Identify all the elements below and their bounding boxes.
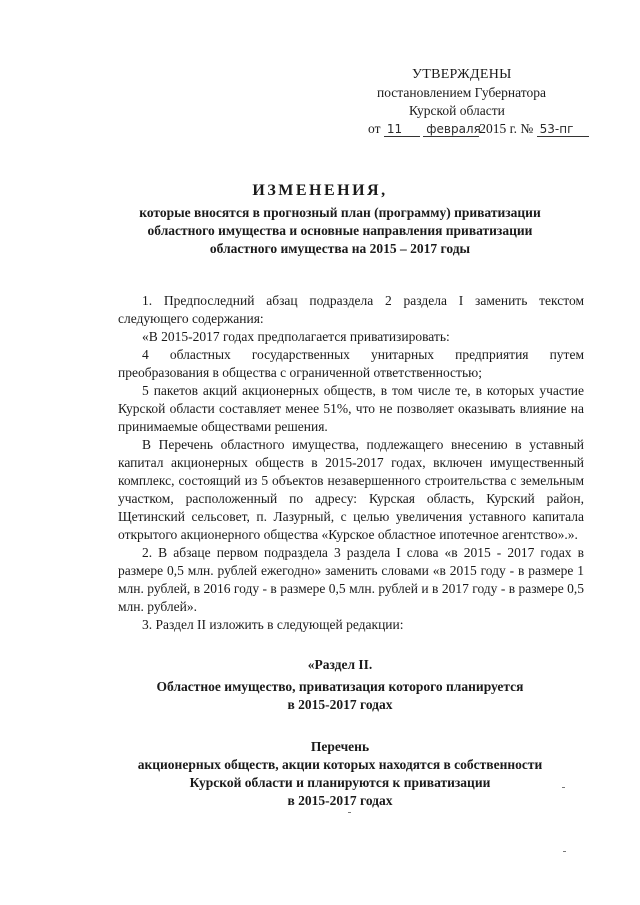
list-subtitle-line: в 2015-2017 годах [287, 793, 393, 808]
list-subtitle-line: акционерных обществ, акции которых находятся в собственности [137, 757, 543, 772]
paragraph-item-2: 2. В абзаце первом подраздела 3 раздела I слова «в 2015 - 2017 годах в размере 0,5 млн. рублей ежегодно» заменить словами «в 2015 году - в размере 1 млн. рублей, в 2016 году - в размере 0,5 млн. рублей и в 2017 году - в размере 0,5 млн. рублей». [118, 545, 584, 614]
date-year: 2015 г. № [479, 121, 534, 136]
section-subtitle-line: в 2015-2017 годах [287, 697, 393, 712]
date-day: 11 [384, 122, 420, 137]
paragraph-enterprises: 4 областных государственных унитарных предприятия путем преобразования в общества с ограниченной ответственностью; [118, 347, 584, 380]
approval-line-region: Курской области [409, 103, 505, 118]
scan-speck [562, 787, 565, 788]
list-title: Перечень [310, 739, 370, 754]
list-subtitle [100, 756, 580, 810]
decree-number: 53-пг [537, 122, 589, 137]
approval-date-line [368, 120, 608, 138]
paragraph-property-list: В Перечень областного имущества, подлежащего внесению в уставный капитал акционерных обществ в 2015-2017 годах, включен имущественный комплекс, состоящий из 5 объектов незавершенного строительства с земельным участком, расположенный по адресу: Курская область, Курский район, Щетинский сельсовет, п. Лазурный, с целью увеличения уставного капитала открытого акционерного общества «Курское областное ипотечное агентство».». [118, 437, 584, 542]
section-subtitle-line: Областное имущество, приватизация которого планируется [156, 679, 524, 694]
document-subtitle [110, 204, 570, 258]
subtitle-line: областного имущества на 2015 – 2017 годы [209, 241, 471, 256]
paragraph-quote-intro: «В 2015-2017 годах предполагается приватизировать: [142, 329, 450, 344]
date-prefix: от [368, 121, 381, 136]
scan-speck [348, 812, 351, 813]
document-title: ИЗМЕНЕНИЯ, [252, 182, 388, 199]
approval-line-decree: постановлением Губернатора [377, 85, 546, 100]
section-subtitle [100, 678, 580, 714]
approval-block [368, 66, 608, 138]
section-title: «Раздел II. [307, 657, 373, 672]
list-subtitle-line: Курской области и планируются к приватизации [189, 775, 491, 790]
date-month: февраля [423, 122, 479, 137]
paragraph-item-1: 1. Предпоследний абзац подраздела 2 раздела I заменить текстом следующего содержания: [118, 293, 584, 326]
approval-title: УТВЕРЖДЕНЫ [412, 67, 512, 82]
scan-speck [563, 851, 566, 852]
subtitle-line: которые вносятся в прогнозный план (программу) приватизации [139, 205, 541, 220]
paragraph-shares: 5 пакетов акций акционерных обществ, в том числе те, в которых участие Курской области составляет менее 51%, что не позволяет оказывать влияние на принимаемые обществами решения. [118, 383, 584, 434]
subtitle-line: областного имущества и основные направления приватизации [147, 223, 533, 238]
document-body [118, 292, 584, 634]
paragraph-item-3: 3. Раздел II изложить в следующей редакции: [142, 617, 404, 632]
